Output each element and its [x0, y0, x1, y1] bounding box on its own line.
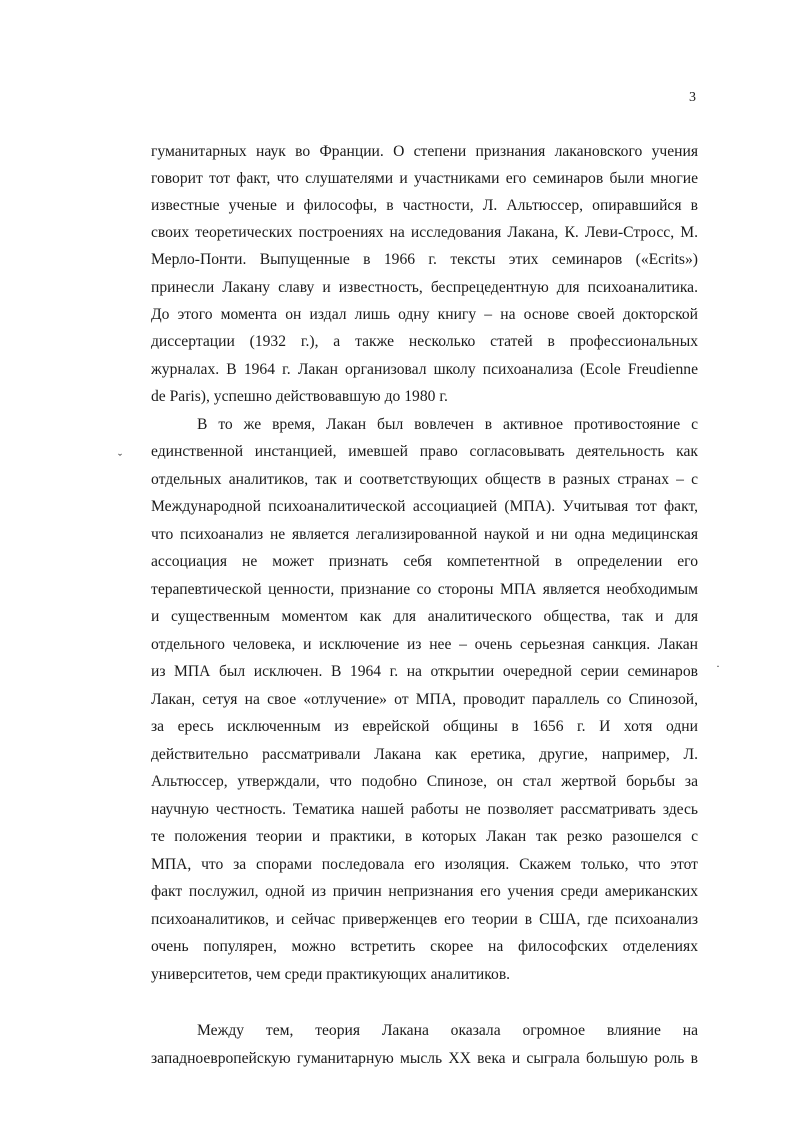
text-line: принесли Лакану славу и известность, беспрецедентную для психоаналитика.: [151, 279, 698, 296]
text-line: очень популярен, можно встретить скорее на философских отделениях: [151, 938, 698, 955]
text-line: известные ученые и философы, в частности, Л. Альтюссер, опиравшийся в: [151, 197, 698, 214]
text-line: Мерло-Понти. Выпущенные в 1966 г. тексты этих семинаров («Ecrits»): [151, 251, 698, 268]
text-line: единственной инстанцией, имевшей право согласовывать деятельность как: [151, 443, 698, 460]
text-line: Лакан, сетуя на свое «отлучение» от МПА, проводит параллель со Спинозой,: [151, 691, 698, 708]
text-line: действительно рассматривали Лакана как еретика, другие, например, Л.: [151, 746, 698, 763]
text-line: гуманитарных наук во Франции. О степени признания лакановского учения: [151, 143, 698, 160]
text-line: До этого момента он издал лишь одну книгу – на основе своей докторской: [151, 306, 698, 323]
text-line: факт послужил, одной из причин непризнания его учения среди американских: [151, 883, 698, 900]
text-line: университетов, чем среди практикующих аналитиков.: [151, 966, 511, 983]
text-line: научную честность. Тематика нашей работы не позволяет рассматривать здесь: [151, 801, 698, 818]
text-line: МПА, что за спорами последовала его изоляция. Скажем только, что этот: [151, 856, 698, 873]
text-line: de Paris), успешно действовавшую до 1980 г.: [151, 388, 448, 405]
text-line: терапевтической ценности, признание со стороны МПА является необходимым: [151, 581, 698, 598]
text-line: психоаналитиков, и сейчас приверженцев его теории в США, где психоанализ: [151, 911, 698, 928]
text-line: своих теоретических построениях на исследования Лакана, К. Леви-Стросс, М.: [151, 224, 698, 241]
text-line: Между тем, теория Лакана оказала огромное влияние на: [197, 1022, 698, 1039]
scan-mark: ·: [716, 659, 720, 673]
text-line: Альтюссер, утверждали, что подобно Спинозе, он стал жертвой борьбы за: [151, 773, 698, 790]
text-line: и существенным моментом как для аналитического общества, так и для: [151, 608, 698, 625]
text-line: западноевропейскую гуманитарную мысль XX века и сыграла большую роль в: [151, 1050, 698, 1067]
page-number: 3: [689, 90, 696, 105]
text-line: диссертации (1932 г.), а также несколько статей в профессиональных: [151, 333, 698, 350]
text-line: говорит тот факт, что слушателями и участниками его семинаров были многие: [151, 170, 698, 187]
text-line: отдельного человека, и исключение из нее – очень серьезная санкция. Лакан: [151, 636, 698, 653]
text-line: что психоанализ не является легализированной наукой и ни одна медицинская: [151, 526, 698, 543]
text-line: Международной психоаналитической ассоциацией (МПА). Учитывая тот факт,: [151, 498, 698, 515]
text-line: из МПА был исключен. В 1964 г. на открытии очередной серии семинаров: [151, 663, 698, 680]
scan-mark: ˇ: [118, 451, 122, 465]
text-line: ассоциация не может признать себя компетентной в определении его: [151, 553, 698, 570]
text-line: В то же время, Лакан был вовлечен в активное противостояние с: [197, 416, 698, 433]
text-line: за ересь исключенным из еврейской общины в 1656 г. И хотя одни: [151, 718, 698, 735]
text-line: журналах. В 1964 г. Лакан организовал школу психоанализа (Ecole Freudienne: [151, 361, 698, 378]
text-line: отдельных аналитиков, так и соответствующих обществ в разных странах – с: [151, 471, 698, 488]
text-line: те положения теории и практики, в которых Лакан так резко разошелся с: [151, 828, 698, 845]
